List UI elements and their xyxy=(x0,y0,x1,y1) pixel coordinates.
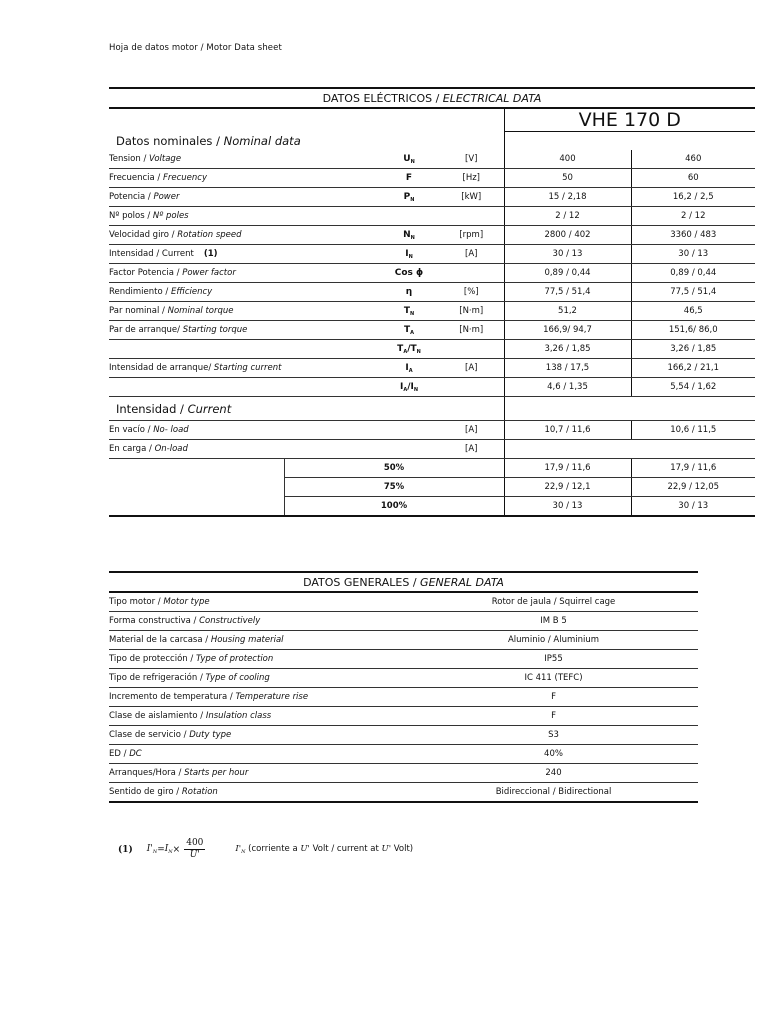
row-label: Sentido de giro / Rotation xyxy=(109,783,409,803)
model-name: VHE 170 D xyxy=(504,108,755,132)
row-label: Velocidad giro / Rotation speed xyxy=(109,226,379,245)
nominal-row xyxy=(109,169,755,188)
row-symbol: $I_N$ xyxy=(379,245,439,264)
value-col2: 166,2 / 21,1 xyxy=(631,359,755,378)
row-unit: [%] xyxy=(439,283,504,302)
value-col1: 3,26 / 1,85 xyxy=(504,340,631,359)
value-col1: 138 / 17,5 xyxy=(504,359,631,378)
row-unit: [A] xyxy=(439,245,504,264)
row-value: 240 xyxy=(409,764,698,783)
row-symbol: $N_N$ xyxy=(379,226,439,245)
value-col2: 0,89 / 0,44 xyxy=(631,264,755,283)
row-label: Forma constructiva / Constructively xyxy=(109,612,409,631)
nominal-row xyxy=(109,207,755,226)
row-unit: [N·m] xyxy=(439,302,504,321)
row-symbol: $I_A/I_N$ xyxy=(379,378,439,397)
nominal-row xyxy=(109,226,755,245)
value-col2: 30 / 13 xyxy=(631,245,755,264)
row-label: Frecuencia / Frecuency xyxy=(109,169,379,188)
nominal-row xyxy=(109,321,755,340)
nominal-row xyxy=(109,359,755,378)
value-col2: 3,26 / 1,85 xyxy=(631,340,755,359)
row-symbol: $T_A$ xyxy=(379,321,439,340)
row-symbol: $T_N$ xyxy=(379,302,439,321)
value-col1: 2 / 12 xyxy=(504,207,631,226)
row-label: Potencia / Power xyxy=(109,188,379,207)
value-col2: 3360 / 483 xyxy=(631,226,755,245)
row-symbol: Cos ϕ xyxy=(379,264,439,283)
general-row xyxy=(109,688,698,707)
general-title: DATOS GENERALES / GENERAL DATA xyxy=(109,572,698,592)
row-label: Incremento de temperatura / Temperature rise xyxy=(109,688,409,707)
load-percent: 75% xyxy=(284,478,504,497)
row-label: Tipo de refrigeración / Type of cooling xyxy=(109,669,409,688)
general-row xyxy=(109,707,698,726)
general-data-table xyxy=(109,571,698,803)
row-unit: [kW] xyxy=(439,188,504,207)
row-symbol xyxy=(379,207,439,226)
value-col1: 30 / 13 xyxy=(504,245,631,264)
value-col1: 30 / 13 xyxy=(504,497,631,517)
row-label: Par nominal / Nominal torque xyxy=(109,302,379,321)
row-value: IC 411 (TEFC) xyxy=(409,669,698,688)
nominal-row xyxy=(109,150,755,169)
row-unit xyxy=(439,378,504,397)
value-col1: 0,89 / 0,44 xyxy=(504,264,631,283)
value-col2: 60 xyxy=(631,169,755,188)
no-load-row: En vacío / No- load [A] 10,7 / 11,6 10,6 / 11,5 xyxy=(109,421,755,440)
load-row xyxy=(109,497,755,517)
row-label: Tipo de protección / Type of protection xyxy=(109,650,409,669)
value-col1: 2800 / 402 xyxy=(504,226,631,245)
on-load-row: En carga / On-load [A] xyxy=(109,440,755,459)
value-col2: 16,2 / 2,5 xyxy=(631,188,755,207)
load-percent: 50% xyxy=(284,459,504,478)
footnote-note: $I'_N$ (corriente a U' Volt / current at U' Volt) xyxy=(235,844,414,855)
value-col2: 46,5 xyxy=(631,302,755,321)
value-col1: 400 xyxy=(504,150,631,169)
row-value: S3 xyxy=(409,726,698,745)
load-row xyxy=(109,478,755,497)
load-percent: 100% xyxy=(284,497,504,517)
general-row xyxy=(109,631,698,650)
row-value: F xyxy=(409,688,698,707)
load-row xyxy=(109,459,755,478)
row-unit: [rpm] xyxy=(439,226,504,245)
value-col2: 460 xyxy=(631,150,755,169)
general-row xyxy=(109,764,698,783)
general-row xyxy=(109,592,698,612)
row-value: F xyxy=(409,707,698,726)
row-label: Intensidad de arranque/ Starting current xyxy=(109,359,379,378)
row-label xyxy=(109,378,379,397)
general-row xyxy=(109,745,698,764)
general-row xyxy=(109,669,698,688)
row-symbol: $P_N$ xyxy=(379,188,439,207)
value-col2: 22,9 / 12,05 xyxy=(631,478,755,497)
fraction: $\frac{400}{U'}$ xyxy=(186,838,204,860)
value-col2: 2 / 12 xyxy=(631,207,755,226)
value-col1: 50 xyxy=(504,169,631,188)
row-value: IP55 xyxy=(409,650,698,669)
row-value: 40% xyxy=(409,745,698,764)
value-col1: 15 / 2,18 xyxy=(504,188,631,207)
nominal-row xyxy=(109,283,755,302)
general-row xyxy=(109,612,698,631)
footnote-mark: (1) xyxy=(118,844,133,855)
value-col1: 17,9 / 11,6 xyxy=(504,459,631,478)
value-col2: 151,6/ 86,0 xyxy=(631,321,755,340)
value-col1: 51,2 xyxy=(504,302,631,321)
row-label: Factor Potencia / Power factor xyxy=(109,264,379,283)
row-symbol: $I_A$ xyxy=(379,359,439,378)
row-value: Aluminio / Aluminium xyxy=(409,631,698,650)
value-col1: 22,9 / 12,1 xyxy=(504,478,631,497)
general-row xyxy=(109,783,698,803)
row-label: Par de arranque/ Starting torque xyxy=(109,321,379,340)
electrical-data-table xyxy=(109,87,755,517)
value-col2: 30 / 13 xyxy=(631,497,755,517)
row-label: Tension / Voltage xyxy=(109,150,379,169)
current-formula-footnote: (1) $I'_N$ = $I_N$ × $\frac{400}{U'}$ $I'_N$ (corriente a U' Volt / current at U' Volt) xyxy=(118,838,414,860)
row-value: Rotor de jaula / Squirrel cage xyxy=(409,592,698,612)
value-col2: 77,5 / 51,4 xyxy=(631,283,755,302)
row-value: Bidireccional / Bidirectional xyxy=(409,783,698,803)
row-symbol: F xyxy=(379,169,439,188)
electrical-title: DATOS ELÉCTRICOS / ELECTRICAL DATA xyxy=(109,88,755,108)
nominal-row xyxy=(109,264,755,283)
row-label: Rendimiento / Efficiency xyxy=(109,283,379,302)
row-unit xyxy=(439,264,504,283)
general-row xyxy=(109,726,698,745)
nominal-row xyxy=(109,245,755,264)
value-col1: 166,9/ 94,7 xyxy=(504,321,631,340)
row-unit: [A] xyxy=(439,359,504,378)
value-col2: 5,54 / 1,62 xyxy=(631,378,755,397)
row-unit: [V] xyxy=(439,150,504,169)
nominal-data-heading: Datos nominales / Nominal data xyxy=(116,133,301,148)
nominal-row xyxy=(109,340,755,359)
row-label: Material de la carcasa / Housing material xyxy=(109,631,409,650)
row-label: Intensidad / Current (1) xyxy=(109,245,379,264)
row-unit: [Hz] xyxy=(439,169,504,188)
row-unit xyxy=(439,340,504,359)
value-col1: 77,5 / 51,4 xyxy=(504,283,631,302)
row-label xyxy=(109,340,379,359)
row-label: Clase de servicio / Duty type xyxy=(109,726,409,745)
row-label: Tipo motor / Motor type xyxy=(109,592,409,612)
nominal-row xyxy=(109,302,755,321)
row-unit: [N·m] xyxy=(439,321,504,340)
row-symbol: $T_A/T_N$ xyxy=(379,340,439,359)
row-unit xyxy=(439,207,504,226)
row-label: ED / DC xyxy=(109,745,409,764)
row-label: Clase de aislamiento / Insulation class xyxy=(109,707,409,726)
row-label: Nº polos / Nº poles xyxy=(109,207,379,226)
value-col1: 4,6 / 1,35 xyxy=(504,378,631,397)
current-heading: Intensidad / Current xyxy=(109,397,504,421)
general-row xyxy=(109,650,698,669)
row-label: Arranques/Hora / Starts per hour xyxy=(109,764,409,783)
row-symbol: η xyxy=(379,283,439,302)
value-col2: 17,9 / 11,6 xyxy=(631,459,755,478)
row-value: IM B 5 xyxy=(409,612,698,631)
row-symbol: $U_N$ xyxy=(379,150,439,169)
footnote-ref: (1) xyxy=(203,249,218,259)
nominal-row xyxy=(109,188,755,207)
page-header: Hoja de datos motor / Motor Data sheet xyxy=(109,43,282,53)
nominal-row xyxy=(109,378,755,397)
